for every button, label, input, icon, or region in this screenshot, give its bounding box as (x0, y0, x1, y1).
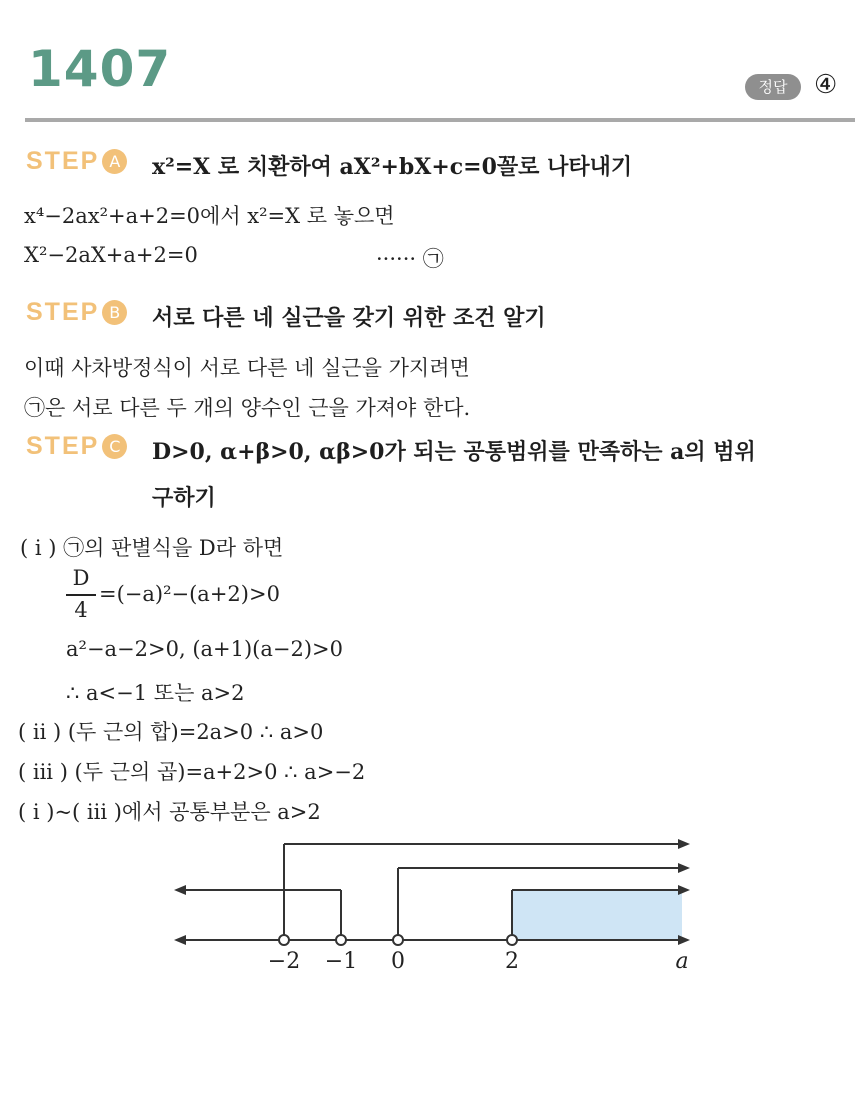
step-b-letter-badge: B (102, 300, 127, 325)
tick-label: 2 (505, 949, 519, 974)
step-b-line-1: 이때 사차방정식이 서로 다른 네 실근을 가지려면 (24, 356, 470, 380)
step-c-title-line-2: 구하기 (152, 485, 216, 511)
step-a-line-2-ref: ······ ㉠ (376, 247, 444, 271)
open-point-marker (336, 935, 346, 945)
case-3-line: ( iii ) (두 근의 곱)=a+2>0 ∴ a>−2 (18, 760, 366, 784)
step-a-letter-badge: A (102, 149, 127, 174)
axis-left-arrowhead (174, 935, 186, 945)
case-2-line: ( ii ) (두 근의 합)=2a>0 ∴ a>0 (18, 720, 324, 744)
number-line-diagram (0, 820, 866, 990)
condition-arrowhead (678, 885, 690, 895)
open-point-marker (393, 935, 403, 945)
step-c-letter-badge: C (102, 434, 127, 459)
step-a-heading (26, 147, 127, 176)
step-b-heading (26, 298, 127, 327)
fraction-bar (66, 594, 96, 596)
tick-label: −2 (267, 949, 301, 974)
answer-value: ④ (814, 70, 838, 100)
step-b-line-2: ㉠은 서로 다른 두 개의 양수인 근을 가져야 한다. (24, 396, 471, 420)
fraction-numerator: D (72, 566, 90, 590)
tick-label: −1 (324, 949, 358, 974)
axis-variable-label: a (675, 949, 689, 974)
conclusion-line: ( i )~( iii )에서 공통부분은 a>2 (18, 800, 321, 824)
step-c-title-line-1: D>0, α+β>0, αβ>0가 되는 공통범위를 만족하는 a의 범위 (152, 439, 756, 465)
step-a-line-2: X²−2aX+a+2=0 (24, 243, 198, 267)
step-a-line-1: x⁴−2ax²+a+2=0에서 x²=X 로 놓으면 (24, 204, 395, 228)
axis-right-arrowhead (678, 935, 690, 945)
factored-inequality: a²−a−2>0, (a+1)(a−2)>0 (66, 637, 343, 661)
discriminant-expression: =(−a)²−(a+2)>0 (99, 582, 280, 606)
fraction-denominator: 4 (74, 598, 88, 622)
step-c-heading (26, 432, 127, 461)
condition-arrowhead (174, 885, 186, 895)
step-b-title: 서로 다른 네 실근을 갖기 위한 조건 알기 (152, 305, 546, 331)
problem-number: 1407 (28, 40, 172, 98)
step-a-tag: STEP (26, 147, 100, 175)
step-a-title: x²=X 로 치환하여 aX²+bX+c=0꼴로 나타내기 (152, 154, 633, 180)
condition-arrowhead (678, 839, 690, 849)
case-1-result: ∴ a<−1 또는 a>2 (66, 681, 245, 705)
case-1-line: ( i ) ㉠의 판별식을 D라 하면 (20, 536, 284, 560)
open-point-marker (507, 935, 517, 945)
answer-label-badge: 정답 (745, 74, 801, 100)
header-divider (25, 118, 855, 122)
step-c-tag: STEP (26, 432, 100, 460)
condition-arrowhead (678, 863, 690, 873)
open-point-marker (279, 935, 289, 945)
tick-label: 0 (391, 949, 405, 974)
step-b-tag: STEP (26, 298, 100, 326)
solution-region-shade (512, 890, 682, 940)
